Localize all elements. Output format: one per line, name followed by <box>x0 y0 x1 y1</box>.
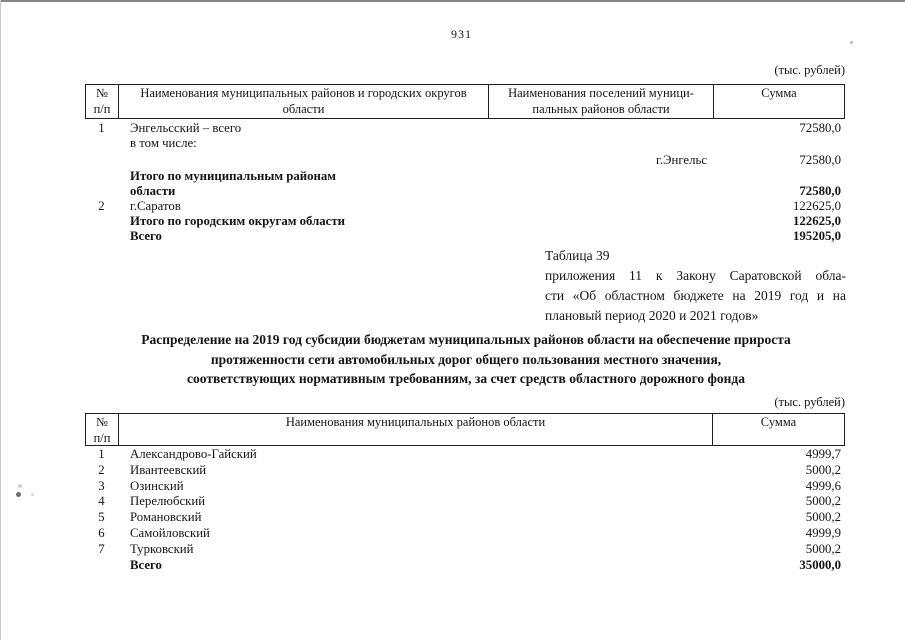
table1-header-districts-line1: Наименования муниципальных районов и городских округов <box>140 86 467 100</box>
row-district: Самойловский <box>130 525 210 540</box>
table2-header-num-line2: п/п <box>93 430 111 445</box>
row-district-line1: Итого по муниципальным районам <box>130 168 337 183</box>
table-row-subtotal-districts <box>85 169 845 199</box>
row-num: 1 <box>98 121 105 135</box>
table39-annotation <box>545 246 846 326</box>
document-title <box>85 330 847 389</box>
row-sum: 4999,9 <box>805 525 841 540</box>
table1-body <box>85 121 845 245</box>
table-row <box>85 526 845 542</box>
table1-header-settlements <box>489 85 714 118</box>
page-number: 931 <box>451 27 472 41</box>
table-row <box>85 121 845 136</box>
table1-header-num <box>86 85 119 118</box>
row-sum: 4999,6 <box>805 478 841 493</box>
annotation-line: плановый период 2020 и 2021 годов» <box>545 308 759 323</box>
table1-header-settlements-line2: пальных районов области <box>532 101 670 116</box>
table-row-total <box>85 558 845 574</box>
table2-header <box>85 413 845 446</box>
row-district: Александрово-Гайский <box>130 447 257 461</box>
row-district <box>118 169 488 199</box>
table-row <box>85 494 845 510</box>
table2-header-sum <box>713 414 844 445</box>
row-num: 5 <box>98 510 105 525</box>
table2-header-districts <box>119 414 713 445</box>
row-num: 6 <box>98 525 105 540</box>
row-district: Итого по городским округам области <box>130 214 346 229</box>
row-num: 2 <box>98 462 105 477</box>
table2-body <box>85 447 845 573</box>
row-sum: 5000,2 <box>805 494 841 509</box>
scan-speck <box>18 484 22 488</box>
document-title-line2: протяженности сети автомобильных дорог общего пользования местного значения, <box>210 351 722 367</box>
row-district: Озинский <box>130 478 184 493</box>
table-row <box>85 463 845 479</box>
table-row <box>85 447 845 463</box>
row-district-line2: области <box>130 183 176 198</box>
row-num: 2 <box>98 199 105 214</box>
table2-header-districts-label: Наименования муниципальных районов области <box>285 415 546 429</box>
table1-header-districts-line2: области <box>282 101 325 116</box>
row-district: Всего <box>130 557 162 572</box>
row-district: Всего <box>130 229 162 244</box>
row-num: 1 <box>98 447 105 461</box>
row-num: 7 <box>98 541 105 556</box>
row-district: Турковский <box>130 541 194 556</box>
table2-units-label: (тыс. рублей) <box>774 395 845 409</box>
row-settlement: г.Энгельс <box>656 153 707 168</box>
row-district: Перелюбский <box>130 494 206 509</box>
row-num: 4 <box>98 494 105 509</box>
row-sum: 5000,2 <box>805 510 841 525</box>
table2-header-num <box>86 414 119 445</box>
table39-label: Таблица 39 <box>545 248 610 263</box>
scan-speck <box>16 492 21 497</box>
row-district: Энгельсский – всего <box>130 121 242 135</box>
row-sum: 122625,0 <box>793 214 841 229</box>
table1-header-settlements-line1: Наименования поселений муници- <box>508 86 694 100</box>
row-sum: 195205,0 <box>793 229 841 244</box>
table-row-total <box>85 229 845 244</box>
table-row <box>85 510 845 526</box>
table1-header-districts <box>119 85 489 118</box>
table-row <box>85 542 845 558</box>
row-sum: 5000,2 <box>805 462 841 477</box>
row-sum: 35000,0 <box>799 557 841 572</box>
row-district: г.Саратов <box>130 199 181 214</box>
table-row <box>85 136 845 151</box>
table-row <box>85 153 845 168</box>
table1-units-label: (тыс. рублей) <box>774 63 845 77</box>
row-sum: 122625,0 <box>793 199 841 214</box>
row-sum: 72580,0 <box>799 183 841 198</box>
row-sum: 72580,0 <box>799 121 841 135</box>
scan-speck <box>31 493 34 496</box>
row-district: Ивантеевский <box>130 462 207 477</box>
table-row <box>85 199 845 214</box>
table1-header-num-line2: п/п <box>93 101 111 116</box>
row-num: 3 <box>98 478 105 493</box>
row-district: в том числе: <box>130 136 197 151</box>
row-sum: 72580,0 <box>799 153 841 168</box>
table1-header-num-line1: № <box>96 86 108 100</box>
annotation-line: приложения 11 к Закону Саратовской обла- <box>545 268 846 283</box>
document-title-line1: Распределение на 2019 год субсидии бюджетам муниципальных районов области на обеспечение прироста <box>141 332 791 347</box>
annotation-line: сти «Об областном бюджете на 2019 год и на <box>545 288 846 303</box>
row-district: Романовский <box>130 510 202 525</box>
table1-header <box>85 84 845 119</box>
row-sum: 5000,2 <box>805 541 841 556</box>
table1-header-sum <box>714 85 844 118</box>
table1-header-sum-label: Сумма <box>761 86 797 100</box>
row-num <box>85 558 118 574</box>
scan-left-edge <box>0 0 1 640</box>
row-sum: 4999,7 <box>805 447 841 461</box>
document-title-line3: соответствующих нормативным требованиям, за счет средств областного дорожного фонда <box>187 371 745 386</box>
table-row-subtotal-cities <box>85 214 845 229</box>
table2-header-num-line1: № <box>96 415 108 429</box>
table2-header-sum-label: Сумма <box>760 415 797 429</box>
table-row <box>85 479 845 495</box>
scan-top-edge <box>0 0 905 2</box>
